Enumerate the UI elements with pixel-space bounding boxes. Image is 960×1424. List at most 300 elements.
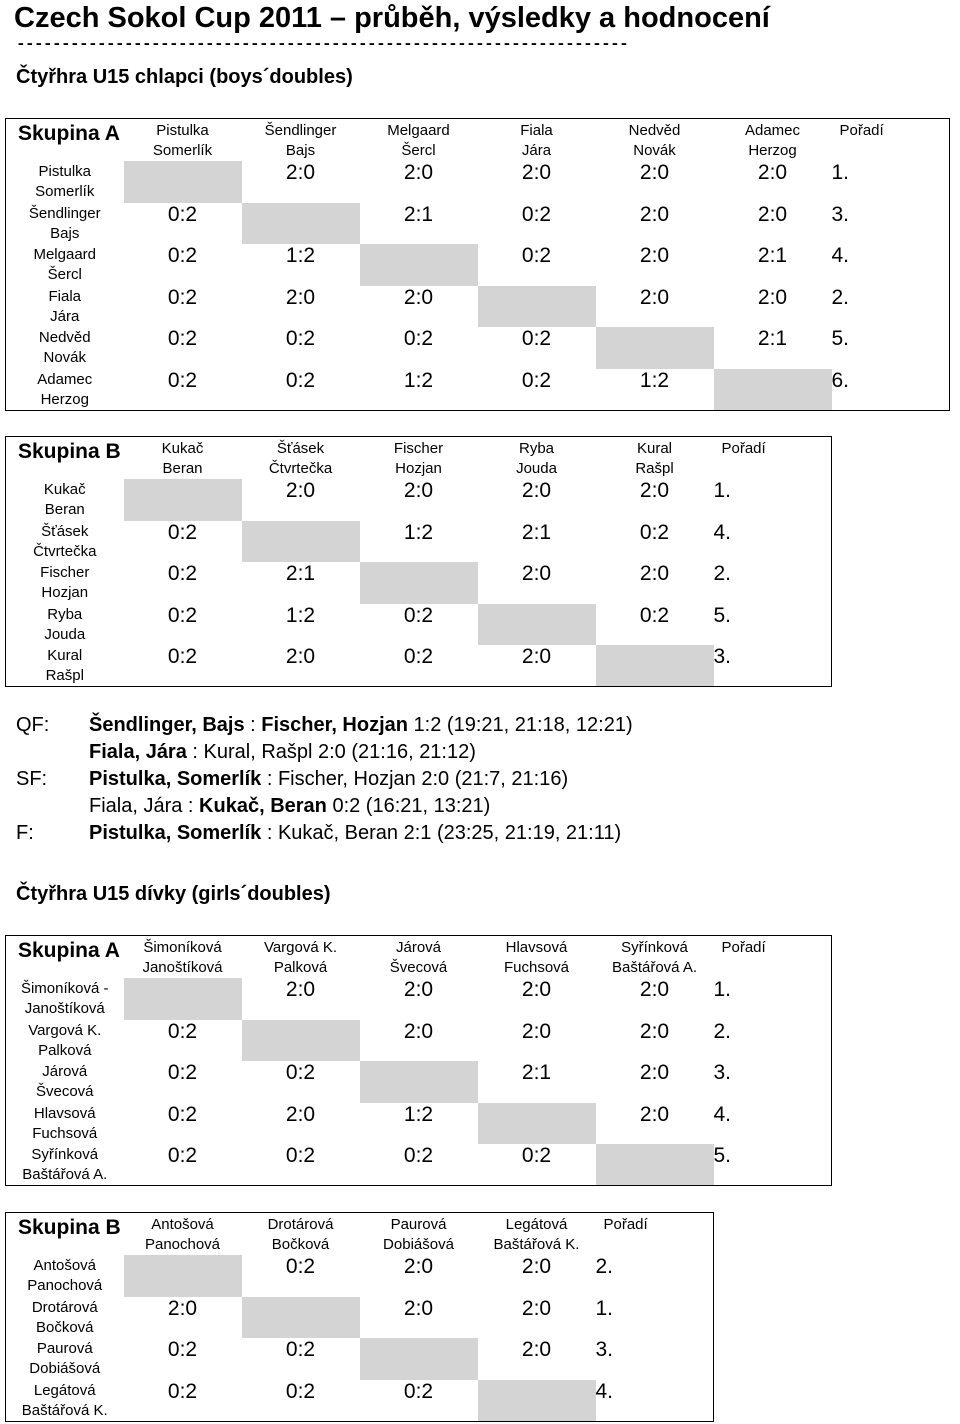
match-result	[89, 820, 621, 847]
result-cell: 2:0	[403, 1019, 434, 1043]
player-1: Vargová K.	[263, 939, 338, 956]
player-2: Baštářová A.	[22, 1166, 108, 1183]
team-name: Pistulka, Somerlík	[89, 768, 262, 790]
player-2: Jouda	[516, 460, 557, 477]
result-cell: 0:2	[167, 1019, 198, 1043]
result-cell: 2:1	[757, 327, 788, 351]
diagonal-cell	[596, 1144, 714, 1186]
result-cell: 0:2	[167, 368, 198, 392]
table-row	[6, 1297, 714, 1339]
player-1: Melgaard	[387, 122, 450, 139]
diagonal-cell	[124, 479, 242, 521]
result-cell: 2:0	[403, 1296, 434, 1320]
group-name: Skupina B	[18, 1216, 121, 1239]
result-cell: 0:2	[167, 1379, 198, 1403]
result-cell: 2:0	[403, 285, 434, 309]
rank-header: Pořadí	[721, 939, 766, 956]
page-title: Czech Sokol Cup 2011 – průběh, výsledky a hodnocení	[14, 2, 770, 34]
rank-cell: 5.	[713, 1144, 732, 1167]
diagonal-cell	[714, 369, 832, 411]
result-cell: 2:0	[521, 645, 552, 668]
column-team-header	[242, 1213, 360, 1256]
diagonal-cell	[478, 286, 596, 328]
result-cell: 1:2	[403, 520, 434, 544]
column-team-header	[124, 1213, 242, 1256]
row-team-header	[6, 604, 124, 646]
table-row	[6, 479, 832, 521]
player-2: Palková	[273, 959, 328, 976]
rank-cell: 1.	[713, 978, 732, 1001]
result-cell: 0:2	[639, 603, 670, 627]
column-team-header	[714, 119, 832, 162]
rank-cell: 1.	[831, 161, 850, 184]
diagonal-cell	[360, 244, 478, 286]
column-team-header	[478, 119, 596, 162]
column-team-header	[242, 936, 360, 979]
diagonal-cell	[124, 1255, 242, 1297]
diagonal-cell	[596, 327, 714, 369]
player-2: Dobiášová	[383, 1236, 454, 1253]
diagonal-cell	[360, 1061, 478, 1103]
player-2: Čtvrtečka	[33, 542, 97, 560]
rank-header: Pořadí	[721, 440, 766, 457]
player-2: Novák	[43, 349, 87, 367]
player-2: Janoštíková	[24, 1000, 105, 1017]
row-team-header	[6, 203, 124, 245]
result-cell: 2:0	[757, 161, 788, 184]
result-cell: 2:0	[403, 161, 434, 184]
result-cell: 0:2	[521, 327, 552, 351]
player-1: Paurová	[390, 1216, 447, 1233]
result-cell: 2:0	[639, 161, 670, 184]
table-row	[6, 1338, 714, 1380]
table-row	[6, 244, 950, 286]
player-2: Baštářová K.	[21, 1401, 108, 1419]
result-cell: 2:0	[639, 244, 670, 268]
team-name: Kukač, Beran	[199, 795, 327, 817]
column-team-header	[360, 437, 478, 480]
rank-header: Pořadí	[839, 122, 884, 139]
player-1: Kural	[47, 647, 83, 664]
rank-cell: 3.	[831, 202, 850, 226]
player-2: Herzog	[40, 390, 89, 408]
result-cell: 1:2	[639, 368, 670, 392]
result-cell: 2:1	[521, 520, 552, 544]
result-cell: 2:0	[639, 562, 670, 585]
player-2: Bočková	[35, 1318, 94, 1336]
player-2: Čtvrtečka	[268, 460, 333, 477]
result-cell: 2:0	[639, 479, 670, 502]
team-name: Fiala, Jára	[89, 741, 187, 763]
row-team-header	[6, 327, 124, 369]
result-cell: 0:2	[167, 202, 198, 226]
result-cell: 0:2	[403, 645, 434, 668]
player-1: Nedvěd	[38, 329, 91, 347]
diagonal-cell	[242, 1297, 360, 1339]
result-cell: 2:0	[167, 1296, 198, 1320]
player-2: Švecová	[389, 959, 448, 976]
table-row	[6, 521, 832, 563]
result-cell: 0:2	[167, 562, 198, 585]
result-cell: 0:2	[403, 1379, 434, 1403]
player-1: Šimoníková -	[20, 980, 109, 997]
diagonal-cell	[360, 562, 478, 604]
result-cell: 0:2	[285, 1338, 316, 1361]
result-text: 1:2 (19:21, 21:18, 12:21)	[408, 714, 633, 736]
result-text: :	[244, 714, 262, 736]
row-team-header	[6, 1144, 124, 1186]
result-cell: 0:2	[521, 202, 552, 226]
rank-cell: 2.	[595, 1255, 614, 1278]
player-1: Pistulka	[38, 163, 92, 180]
player-2: Janoštíková	[142, 959, 223, 976]
result-cell: 0:2	[285, 1061, 316, 1084]
diagonal-cell	[478, 1380, 596, 1422]
result-cell: 2:0	[521, 1296, 552, 1320]
player-1: Fischer	[393, 440, 444, 457]
player-2: Somerlík	[152, 142, 213, 159]
boys-group-a-table	[5, 118, 950, 411]
result-cell: 2:1	[757, 244, 788, 268]
result-cell: 2:0	[757, 285, 788, 309]
result-cell: 2:0	[285, 285, 316, 309]
round-label: F:	[16, 822, 34, 844]
row-team-header	[6, 1338, 124, 1380]
diagonal-cell	[242, 203, 360, 245]
result-cell: 1:2	[285, 244, 316, 268]
result-cell: 0:2	[285, 327, 316, 351]
result-cell: 2:0	[403, 479, 434, 502]
result-cell: 2:0	[521, 562, 552, 585]
player-2: Hozjan	[395, 460, 442, 477]
boys-group-b-table	[5, 436, 832, 687]
result-cell: 0:2	[521, 368, 552, 392]
player-2: Baštářová A.	[611, 959, 698, 976]
result-cell: 2:0	[285, 978, 316, 1001]
row-team-header	[6, 1020, 124, 1062]
row-team-header	[6, 369, 124, 411]
result-cell: 2:0	[521, 1338, 552, 1361]
girls-group-a-table	[5, 935, 832, 1186]
player-2: Novák	[633, 142, 676, 159]
rank-cell: 4.	[831, 244, 850, 268]
result-cell: 2:0	[285, 479, 316, 502]
player-2: Rašpl	[635, 460, 674, 477]
column-team-header	[360, 119, 478, 162]
result-cell: 2:0	[285, 1102, 316, 1126]
result-cell: 0:2	[285, 1255, 316, 1278]
rank-cell: 1.	[595, 1296, 614, 1320]
team-name: Šendlinger, Bajs	[89, 714, 245, 736]
result-cell: 2:0	[639, 1019, 670, 1043]
result-cell: 2:0	[521, 161, 552, 184]
player-1: Hlavsová	[33, 1104, 96, 1122]
result-cell: 0:2	[403, 603, 434, 627]
row-team-header	[6, 978, 124, 1020]
result-cell: 2:1	[521, 1061, 552, 1084]
table-row	[6, 562, 832, 604]
girls-group-b-table	[5, 1212, 714, 1422]
player-1: Melgaard	[33, 246, 97, 264]
column-team-header	[360, 1213, 478, 1256]
player-1: Adamec	[744, 122, 801, 139]
row-team-header	[6, 479, 124, 521]
result-cell: 2:0	[285, 645, 316, 668]
header-row	[6, 119, 950, 162]
team-name: Fischer, Hozjan	[261, 714, 408, 736]
result-cell: 0:2	[167, 1061, 198, 1084]
player-2: Jára	[50, 307, 80, 325]
header-row	[6, 437, 832, 480]
table-row	[6, 203, 950, 245]
column-team-header	[596, 437, 714, 480]
row-team-header	[6, 161, 124, 203]
rank-cell: 4.	[595, 1379, 614, 1403]
player-1: Járová	[395, 939, 442, 956]
player-1: Adamec	[37, 370, 93, 388]
result-cell: 2:0	[521, 479, 552, 502]
row-team-header	[6, 1103, 124, 1145]
diagonal-cell	[596, 645, 714, 687]
rank-cell: 4.	[713, 520, 732, 544]
player-1: Hlavsová	[505, 939, 568, 956]
row-team-header	[6, 244, 124, 286]
section-heading-boys: Čtyřhra U15 chlapci (boys´doubles)	[16, 66, 353, 88]
team-name: Pistulka, Somerlík	[89, 822, 262, 844]
result-cell: 0:2	[285, 1144, 316, 1167]
rank-cell: 2.	[831, 285, 850, 309]
player-2: Jára	[521, 142, 552, 159]
match-result	[89, 766, 568, 793]
round-label: SF:	[16, 768, 48, 790]
result-cell: 0:2	[167, 1102, 198, 1126]
result-text: 0:2 (16:21, 13:21)	[326, 795, 491, 817]
column-team-header	[478, 936, 596, 979]
player-1: Antošová	[151, 1216, 214, 1233]
player-1: Legátová	[505, 1216, 568, 1233]
player-1: Šťásek	[41, 522, 89, 540]
table-row	[6, 1020, 832, 1062]
rank-cell: 5.	[831, 327, 850, 351]
player-1: Fiala	[48, 287, 81, 305]
result-cell: 0:2	[403, 327, 434, 351]
player-2: Fuchsová	[32, 1124, 98, 1142]
player-2: Baštářová K.	[493, 1236, 580, 1253]
diagonal-cell	[478, 1103, 596, 1145]
player-1: Ryba	[518, 440, 555, 457]
table-row	[6, 161, 950, 203]
result-cell: 0:2	[167, 603, 198, 627]
table-row	[6, 645, 832, 687]
player-2: Beran	[162, 460, 203, 477]
result-text: : Kukač, Beran 2:1 (23:25, 21:19, 21:11)	[261, 822, 622, 844]
rank-cell: 3.	[595, 1338, 614, 1361]
title-separator: --------------------------------------------------------------------	[16, 35, 629, 53]
result-cell: 2:0	[639, 1102, 670, 1126]
player-1: Kukač	[161, 440, 204, 457]
result-cell: 2:1	[403, 202, 434, 226]
player-2: Dobiášová	[29, 1360, 101, 1377]
rank-cell: 5.	[713, 603, 732, 627]
player-1: Fiala	[520, 122, 553, 139]
player-1: Nedvěd	[628, 122, 681, 139]
result-cell: 2:0	[639, 978, 670, 1001]
player-2: Palková	[38, 1041, 92, 1059]
result-cell: 2:0	[285, 161, 316, 184]
result-cell: 1:2	[285, 603, 316, 627]
match-result	[89, 739, 476, 766]
column-team-header	[596, 936, 714, 979]
row-team-header	[6, 645, 124, 687]
table-row	[6, 604, 832, 646]
section-heading-girls: Čtyřhra U15 dívky (girls´doubles)	[16, 883, 331, 905]
player-2: Šercl	[401, 142, 436, 159]
player-1: Ryba	[47, 605, 83, 623]
column-team-header	[360, 936, 478, 979]
player-1: Šimoníková	[143, 939, 222, 956]
player-1: Kural	[636, 440, 673, 457]
result-cell: 0:2	[521, 244, 552, 268]
rank-cell: 6.	[831, 368, 850, 392]
column-team-header	[124, 119, 242, 162]
result-cell: 0:2	[639, 520, 670, 544]
table-row	[6, 1144, 832, 1186]
row-team-header	[6, 1255, 124, 1297]
result-cell: 0:2	[167, 1338, 198, 1361]
result-cell: 1:2	[403, 1102, 434, 1126]
player-2: Rašpl	[45, 667, 84, 684]
result-cell: 0:2	[521, 1144, 552, 1167]
column-team-header	[478, 437, 596, 480]
player-2: Švecová	[35, 1083, 94, 1100]
player-2: Panochová	[27, 1277, 103, 1294]
player-1: Pistulka	[156, 122, 209, 139]
player-1: Drotárová	[267, 1216, 334, 1233]
player-2: Jouda	[44, 625, 86, 643]
result-cell: 0:2	[403, 1144, 434, 1167]
player-1: Legátová	[33, 1381, 96, 1399]
column-team-header	[242, 119, 360, 162]
table-row	[6, 327, 950, 369]
table-row	[6, 1061, 832, 1103]
player-2: Panochová	[144, 1236, 221, 1253]
player-2: Hozjan	[41, 584, 89, 601]
player-1: Drotárová	[31, 1298, 98, 1316]
group-name: Skupina A	[18, 122, 120, 145]
result-cell: 2:0	[639, 285, 670, 309]
group-name: Skupina A	[18, 939, 120, 962]
player-2: Beran	[44, 501, 85, 518]
player-2: Somerlík	[35, 183, 95, 200]
match-result	[89, 712, 633, 739]
column-team-header	[124, 936, 242, 979]
row-team-header	[6, 562, 124, 604]
rank-cell: 2.	[713, 562, 732, 585]
table-row	[6, 286, 950, 328]
group-name: Skupina B	[18, 440, 121, 463]
result-cell: 2:0	[521, 1255, 552, 1278]
player-1: Vargová K.	[28, 1021, 102, 1039]
result-cell: 0:2	[167, 285, 198, 309]
result-cell: 1:2	[403, 368, 434, 392]
table-row	[6, 369, 950, 411]
rank-cell: 4.	[713, 1102, 732, 1126]
result-cell: 0:2	[285, 368, 316, 392]
row-team-header	[6, 521, 124, 563]
table-row	[6, 1380, 714, 1422]
diagonal-cell	[242, 521, 360, 563]
rank-header: Pořadí	[603, 1216, 648, 1233]
player-1: Šendlinger	[264, 122, 337, 139]
player-1: Šendlinger	[28, 204, 101, 222]
table-row	[6, 978, 832, 1020]
player-1: Paurová	[36, 1340, 93, 1357]
result-text: : Fischer, Hozjan 2:0 (21:7, 21:16)	[261, 768, 569, 790]
player-1: Syřínková	[31, 1146, 99, 1163]
column-team-header	[596, 119, 714, 162]
player-2: Bočková	[271, 1236, 330, 1253]
result-cell: 2:0	[757, 202, 788, 226]
player-2: Bajs	[50, 224, 80, 242]
result-text: : Kural, Rašpl 2:0 (21:16, 21:12)	[186, 741, 476, 763]
player-2: Fuchsová	[503, 959, 570, 976]
diagonal-cell	[360, 1338, 478, 1380]
rank-cell: 1.	[713, 479, 732, 502]
player-1: Kukač	[43, 481, 86, 498]
round-label: QF:	[16, 714, 50, 736]
column-team-header	[124, 437, 242, 480]
column-team-header	[242, 437, 360, 480]
row-team-header	[6, 1061, 124, 1103]
diagonal-cell	[124, 978, 242, 1020]
table-row	[6, 1103, 832, 1145]
player-1: Fischer	[40, 564, 90, 581]
result-text: Fiala, Jára :	[89, 795, 200, 817]
result-cell: 2:0	[403, 1255, 434, 1278]
result-cell: 0:2	[167, 645, 198, 668]
player-2: Bajs	[285, 142, 316, 159]
result-cell: 0:2	[167, 1144, 198, 1167]
result-cell: 0:2	[167, 327, 198, 351]
result-cell: 2:0	[521, 1019, 552, 1043]
header-row	[6, 936, 832, 979]
header-row	[6, 1213, 714, 1256]
player-2: Herzog	[748, 142, 797, 159]
player-1: Šťásek	[276, 440, 325, 457]
match-result	[89, 793, 490, 820]
result-cell: 2:0	[403, 978, 434, 1001]
column-team-header	[478, 1213, 596, 1256]
rank-cell: 3.	[713, 1061, 732, 1084]
result-cell: 0:2	[167, 520, 198, 544]
result-cell: 0:2	[285, 1379, 316, 1403]
diagonal-cell	[242, 1020, 360, 1062]
result-cell: 2:1	[285, 562, 316, 585]
result-cell: 0:2	[167, 244, 198, 268]
diagonal-cell	[124, 161, 242, 203]
diagonal-cell	[478, 604, 596, 646]
row-team-header	[6, 286, 124, 328]
result-cell: 2:0	[639, 1061, 670, 1084]
player-1: Syřínková	[621, 939, 688, 956]
player-1: Járová	[42, 1063, 88, 1080]
player-2: Šercl	[47, 266, 82, 284]
rank-cell: 3.	[713, 645, 732, 668]
row-team-header	[6, 1297, 124, 1339]
row-team-header	[6, 1380, 124, 1422]
table-row	[6, 1255, 714, 1297]
result-cell: 2:0	[521, 978, 552, 1001]
